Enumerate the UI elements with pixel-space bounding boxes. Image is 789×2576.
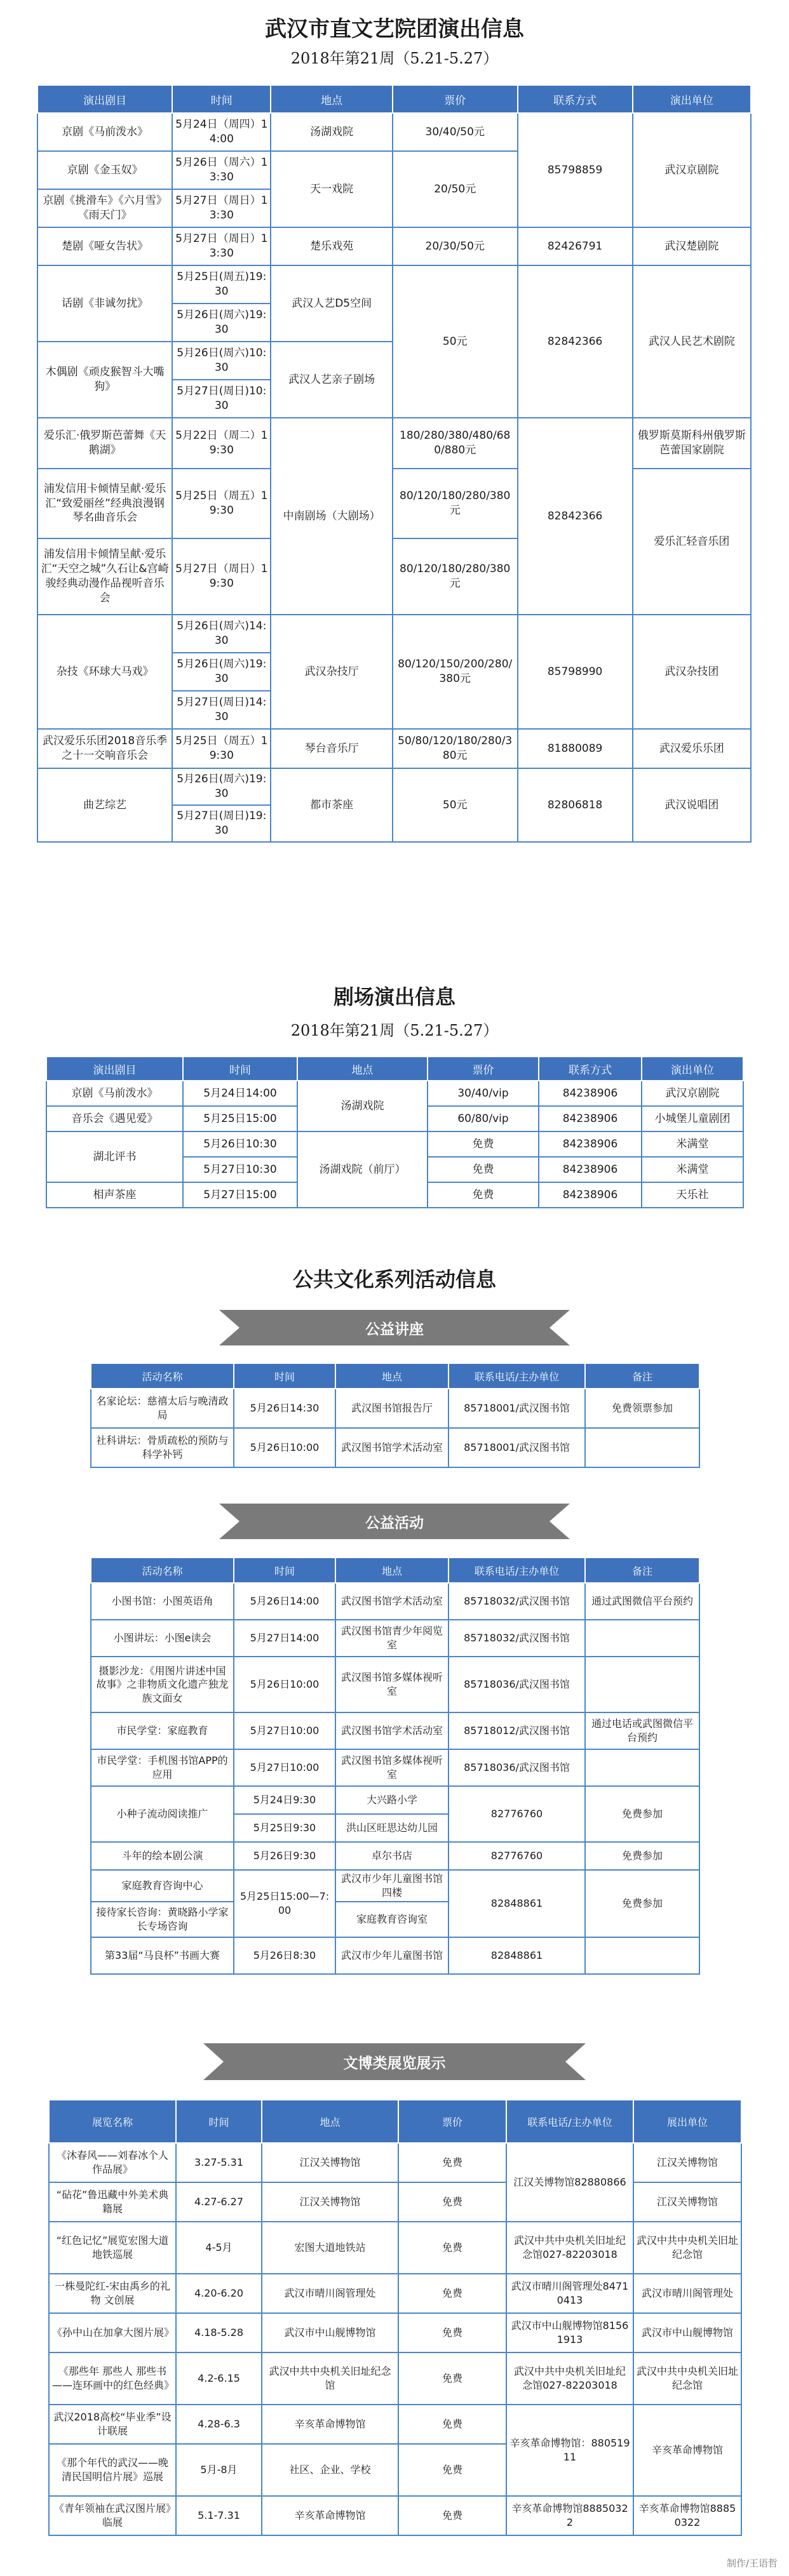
cell-title: 京剧《马前泼水》 (37, 113, 172, 151)
cell-time: 5月26日14:30 (234, 1389, 335, 1428)
cell-time: 5月26日(周六)10:30 (172, 342, 271, 380)
cell-time: 5月24日9:30 (234, 1786, 335, 1814)
cell-contact: 85718001/武汉图书馆 (448, 1428, 585, 1467)
cell-note: 免费参加 (585, 1870, 699, 1937)
credit-text: 制作/王语哲 (726, 2558, 778, 2569)
lecture-table (90, 1363, 700, 1468)
cell-time: 5月26日(周六)19:30 (172, 304, 271, 342)
cell-contact: 82806818 (518, 768, 633, 842)
cell-time: 5月26日10:00 (234, 1428, 335, 1467)
cell-exhibit: “砧花”鲁迅藏中外美术典籍展 (49, 2182, 176, 2222)
cell-host: 江汉关博物馆 (633, 2143, 741, 2182)
col-header: 联系方式 (539, 1057, 642, 1081)
table-row (91, 1712, 699, 1749)
cell-price: 免费 (398, 2313, 506, 2352)
cell-activity: 接待家长咨询：黄晓路小学家长专场咨询 (91, 1902, 234, 1937)
cell-venue: 家庭教育咨询室 (335, 1902, 448, 1937)
section2-subtitle: 2018年第21周（5.21-5.27） (290, 1022, 499, 1039)
table-row (37, 469, 751, 538)
cell-price: 50元 (393, 265, 518, 418)
col-header: 时间 (183, 1057, 297, 1081)
cell-venue: 都市茶座 (271, 768, 392, 842)
col-header: 地点 (271, 85, 392, 113)
cell-troupe: 武汉京剧院 (633, 113, 751, 227)
cell-time: 5月27日(周日)19:30 (172, 805, 271, 842)
cell-contact: 85718036/武汉图书馆 (448, 1657, 585, 1712)
cell-time: 5月26日(周六)14:30 (172, 615, 271, 653)
cell-contact: 辛亥革命博物馆88850322 (506, 2496, 633, 2535)
cell-contact: 82426791 (518, 227, 633, 265)
col-header: 演出剧目 (37, 85, 172, 113)
cell-price: 50/80/120/180/280/380元 (393, 729, 518, 768)
cell-venue: 武汉图书馆多媒体视听室 (335, 1749, 448, 1786)
cell-time: 5月25日(周五)19:30 (172, 265, 271, 304)
cell-contact: 85718036/武汉图书馆 (448, 1749, 585, 1786)
cell-exhibit: 一株曼陀红-宋由禹乡的礼物 文创展 (49, 2274, 176, 2313)
cell-venue: 武汉图书馆报告厅 (335, 1389, 448, 1428)
cell-price: 60/80/vip (428, 1106, 539, 1131)
cell-venue: 武汉图书馆学术活动室 (335, 1428, 448, 1467)
cell-time: 5月27日（周日）13:30 (172, 189, 271, 227)
col-header: 备注 (585, 1363, 699, 1389)
cell-venue: 江汉关博物馆 (262, 2182, 398, 2222)
cell-troupe: 武汉京剧院 (642, 1081, 743, 1106)
cell-contact: 85718032/武汉图书馆 (448, 1583, 585, 1620)
table-row (37, 729, 751, 768)
cell-troupe: 武汉人民艺术剧院 (633, 265, 751, 418)
cell-price: 免费 (398, 2222, 506, 2274)
cell-activity: 社科讲坛：骨质疏松的预防与科学补钙 (91, 1428, 234, 1467)
col-header: 地点 (335, 1558, 448, 1583)
cell-time: 5月26日(周六)19:30 (172, 653, 271, 691)
cell-price: 30/40/50元 (393, 113, 518, 151)
cell-price: 免费 (398, 2444, 506, 2496)
section1-title: 武汉市直文艺院团演出信息 (265, 17, 524, 42)
cell-time: 5月26日10:30 (183, 1131, 297, 1157)
cell-activity: 摄影沙龙：《用图片讲述中国故事》之非物质文化遗产独龙族文面女 (91, 1657, 234, 1712)
cell-time: 4.28-6.3 (176, 2405, 262, 2444)
col-header: 时间 (172, 85, 271, 113)
cell-title: 话剧《非诚勿扰》 (37, 265, 172, 342)
cell-price: 30/40/vip (428, 1081, 539, 1106)
cell-contact: 82842366 (518, 265, 633, 418)
cell-venue: 天一戏院 (271, 151, 392, 227)
cell-time: 5月26日9:30 (234, 1842, 335, 1870)
cell-troupe: 武汉说唱团 (633, 768, 751, 842)
cell-time: 5月25日15:00—7:00 (234, 1870, 335, 1937)
cell-title: 武汉爱乐乐团2018音乐季之十一交响音乐会 (37, 729, 172, 768)
cell-host: 武汉市中山舰博物馆 (633, 2313, 741, 2352)
cell-time: 5月25日（周五）19:30 (172, 729, 271, 768)
table-row (46, 1131, 743, 1157)
cell-title: 京剧《金玉奴》 (37, 151, 172, 189)
table-row (91, 1870, 699, 1902)
cell-contact: 武汉中共中央机关旧址纪念馆027-82203018 (506, 2222, 633, 2274)
cell-price: 免费 (428, 1182, 539, 1208)
cell-exhibit: 武汉2018高校“毕业季”设计联展 (49, 2405, 176, 2444)
cell-price: 免费 (398, 2496, 506, 2535)
cell-venue: 武汉市中山舰博物馆 (262, 2313, 398, 2352)
lecture-banner (219, 1310, 570, 1345)
cell-note (585, 1657, 699, 1712)
cell-exhibit: 《那些年 那些人 那些书——连环画中的红色经典》 (49, 2352, 176, 2405)
col-header: 联系电话/主办单位 (506, 2100, 633, 2143)
table-row (49, 2405, 741, 2444)
cell-price: 180/280/380/480/680/880元 (393, 418, 518, 469)
cell-time: 5月25日15:00 (183, 1106, 297, 1131)
cell-note (585, 1620, 699, 1657)
cell-note (585, 1937, 699, 1974)
table-row (91, 1428, 699, 1467)
cell-note: 免费参加 (585, 1842, 699, 1870)
cell-time: 4-5月 (176, 2222, 262, 2274)
cell-time: 5月-8月 (176, 2444, 262, 2496)
cell-troupe: 武汉杂技团 (633, 615, 751, 729)
cell-title: 湖北评书 (46, 1131, 183, 1182)
cell-contact: 85718001/武汉图书馆 (448, 1389, 585, 1428)
cell-title: 木偶剧《顽皮猴智斗大嘴狗》 (37, 342, 172, 418)
cell-activity: 市民学堂：家庭教育 (91, 1712, 234, 1749)
cell-note: 通过电话或武图微信平台预约 (585, 1712, 699, 1749)
table-row (49, 2182, 741, 2222)
cell-time: 5月27日(周日)14:30 (172, 691, 271, 729)
table-row (49, 2143, 741, 2182)
cell-contact: 85718032/武汉图书馆 (448, 1620, 585, 1657)
cell-time: 5月25日（周五）19:30 (172, 469, 271, 538)
cell-time: 4.27-6.27 (176, 2182, 262, 2222)
cell-contact: 85718012/武汉图书馆 (448, 1712, 585, 1749)
cell-contact: 84238906 (539, 1182, 642, 1208)
table-row (49, 2352, 741, 2405)
cell-contact: 82848861 (448, 1870, 585, 1937)
cell-title: 爱乐汇·俄罗斯芭蕾舞《天鹅湖》 (37, 418, 172, 469)
cell-title: 浦发信用卡倾情呈献·爱乐汇“致爱丽丝”经典浪漫钢琴名曲音乐会 (37, 469, 172, 538)
table-row (37, 265, 751, 304)
cell-host: 武汉中共中央机关旧址纪念馆 (633, 2222, 741, 2274)
cell-venue: 武汉市少年儿童图书馆 (335, 1937, 448, 1974)
cell-venue: 楚乐戏苑 (271, 227, 392, 265)
cell-time: 4.18-5.28 (176, 2313, 262, 2352)
cell-time: 5月27日（周日）19:30 (172, 538, 271, 615)
cell-troupe: 武汉楚剧院 (633, 227, 751, 265)
table-row (37, 418, 751, 469)
cell-venue: 武汉杂技厅 (271, 615, 392, 729)
cell-title: 曲艺综艺 (37, 768, 172, 842)
cell-venue: 武汉中共中央机关旧址纪念馆 (262, 2352, 398, 2405)
cell-time: 5月27日（周日）13:30 (172, 227, 271, 265)
cell-time: 4.2-6.15 (176, 2352, 262, 2405)
col-header: 地点 (335, 1363, 448, 1389)
cell-exhibit: 《青年领袖在武汉图片展》临展 (49, 2496, 176, 2535)
cell-price: 80/120/180/280/380元 (393, 538, 518, 615)
cell-troupe: 米满堂 (642, 1131, 743, 1157)
cell-venue: 社区、企业、学校 (262, 2444, 398, 2496)
cell-time: 5月24日（周四）14:00 (172, 113, 271, 151)
cell-price: 免费 (398, 2405, 506, 2444)
cell-exhibit: 《沐春风——刘春冰个人作品展》 (49, 2143, 176, 2182)
cell-title: 浦发信用卡倾情呈献·爱乐汇“天空之城”久石让&宫崎骏经典动漫作品视听音乐会 (37, 538, 172, 615)
cell-time: 5月26日10:00 (234, 1657, 335, 1712)
cell-venue: 汤湖戏院 (271, 113, 392, 151)
cell-troupe: 俄罗斯莫斯科州俄罗斯芭蕾国家剧院 (633, 418, 751, 469)
cell-price: 免费 (398, 2182, 506, 2222)
cell-time: 5月26日(周六)19:30 (172, 768, 271, 805)
exhibit-banner (203, 2043, 586, 2080)
cell-contact: 武汉市晴川阁管理处84710413 (506, 2274, 633, 2313)
col-header: 展览名称 (49, 2100, 176, 2143)
table-row (91, 1620, 699, 1657)
cell-time: 5月27日10:00 (234, 1749, 335, 1786)
cell-note: 免费领票参加 (585, 1389, 699, 1428)
cell-time: 5月24日14:00 (183, 1081, 297, 1106)
cell-contact: 84238906 (539, 1131, 642, 1157)
col-header: 时间 (234, 1363, 335, 1389)
cell-venue: 汤湖戏院（前厅） (297, 1131, 428, 1208)
section2-title: 剧场演出信息 (333, 985, 455, 1009)
cell-time: 5月22日（周二）19:30 (172, 418, 271, 469)
cell-venue: 武汉图书馆学术活动室 (335, 1583, 448, 1620)
col-header: 地点 (262, 2100, 398, 2143)
cell-price: 20/50元 (393, 151, 518, 227)
banner-label: 公益活动 (365, 1514, 424, 1532)
col-header: 活动名称 (91, 1363, 234, 1389)
exhibit-table (48, 2099, 742, 2536)
table-row (91, 1583, 699, 1620)
cell-time: 5月27日10:30 (183, 1157, 297, 1182)
cell-host: 武汉市晴川阁管理处 (633, 2274, 741, 2313)
cell-contact: 85798990 (518, 615, 633, 729)
cell-contact: 84238906 (539, 1157, 642, 1182)
table-row (91, 1786, 699, 1814)
col-header: 联系方式 (518, 85, 633, 113)
cell-troupe: 天乐社 (642, 1182, 743, 1208)
cell-contact: 82842366 (518, 418, 633, 615)
cell-price: 50元 (393, 768, 518, 842)
cell-activity: 第33届“马良杯”书画大赛 (91, 1937, 234, 1974)
cell-venue: 武汉市少年儿童图书馆四楼 (335, 1870, 448, 1902)
cell-note (585, 1428, 699, 1467)
cell-title: 楚剧《哑女告状》 (37, 227, 172, 265)
table-row (49, 2496, 741, 2535)
cell-exhibit: 《孙中山在加拿大图片展》 (49, 2313, 176, 2352)
cell-troupe: 小城堡儿童剧团 (642, 1106, 743, 1131)
col-header: 地点 (297, 1057, 428, 1081)
cell-price: 免费 (398, 2143, 506, 2182)
col-header: 活动名称 (91, 1558, 234, 1583)
cell-host: 武汉中共中央机关旧址纪念馆 (633, 2352, 741, 2405)
cell-time: 5月27日(周日)10:30 (172, 380, 271, 418)
col-header: 备注 (585, 1558, 699, 1583)
cell-activity: 斗年的绘本剧公演 (91, 1842, 234, 1870)
cell-venue: 武汉图书馆学术活动室 (335, 1712, 448, 1749)
cell-venue: 汤湖戏院 (297, 1081, 428, 1131)
cell-price: 免费 (398, 2274, 506, 2313)
table-row (49, 2313, 741, 2352)
table-row (91, 1749, 699, 1786)
cell-note: 通过武图微信平台预约 (585, 1583, 699, 1620)
cell-time: 5月26日（周六）13:30 (172, 151, 271, 189)
cell-troupe: 武汉爱乐乐团 (633, 729, 751, 768)
cell-time: 5.1-7.31 (176, 2496, 262, 2535)
cell-venue: 武汉人艺D5空间 (271, 265, 392, 342)
cell-contact: 81880089 (518, 729, 633, 768)
cell-venue: 辛亥革命博物馆 (262, 2496, 398, 2535)
cell-contact: 武汉市中山舰博物馆81561913 (506, 2313, 633, 2352)
cell-time: 5月26日8:30 (234, 1937, 335, 1974)
table-row (49, 2222, 741, 2274)
cell-activity: 名家论坛：慈禧太后与晚清政局 (91, 1389, 234, 1428)
col-header: 联系电话/主办单位 (448, 1363, 585, 1389)
cell-contact: 辛亥革命博物馆：88051911 (506, 2405, 633, 2496)
table-row (91, 1389, 699, 1428)
table-row (91, 1657, 699, 1712)
cell-time: 4.20-6.20 (176, 2274, 262, 2313)
col-header: 时间 (176, 2100, 262, 2143)
col-header: 票价 (398, 2100, 506, 2143)
activity-banner (219, 1504, 570, 1539)
cell-price: 20/30/50元 (393, 227, 518, 265)
cell-venue: 江汉关博物馆 (262, 2143, 398, 2182)
cell-price: 80/120/180/280/380元 (393, 469, 518, 538)
col-header: 时间 (234, 1558, 335, 1583)
cell-price: 免费 (428, 1157, 539, 1182)
cell-title: 京剧《马前泼水》 (46, 1081, 183, 1106)
cell-contact: 84238906 (539, 1106, 642, 1131)
cell-venue: 武汉图书馆青少年阅览室 (335, 1620, 448, 1657)
table-row (37, 227, 751, 265)
banner-label: 文博类展览展示 (343, 2055, 446, 2072)
col-header: 演出剧目 (46, 1057, 183, 1081)
table-row (37, 615, 751, 653)
cell-troupe: 爱乐汇轻音乐团 (633, 469, 751, 615)
cell-contact: 武汉中共中央机关旧址纪念馆027-82203018 (506, 2352, 633, 2405)
cell-time: 3.27-5.31 (176, 2143, 262, 2182)
cell-activity: 市民学堂：手机图书馆APP的应用 (91, 1749, 234, 1786)
cell-price: 免费 (398, 2352, 506, 2405)
cell-host: 辛亥革命博物馆88850322 (633, 2496, 741, 2535)
cell-venue: 卓尔书店 (335, 1842, 448, 1870)
col-header: 票价 (428, 1057, 539, 1081)
table-row (91, 1842, 699, 1870)
cell-troupe: 米满堂 (642, 1157, 743, 1182)
banner-label: 公益讲座 (365, 1321, 424, 1338)
cell-title: 杂技《环球大马戏》 (37, 615, 172, 729)
cell-contact: 82776760 (448, 1842, 585, 1870)
col-header: 演出单位 (633, 85, 751, 113)
cell-title: 相声茶座 (46, 1182, 183, 1208)
cell-host: 江汉关博物馆 (633, 2182, 741, 2222)
cell-host: 辛亥革命博物馆 (633, 2405, 741, 2496)
cell-time: 5月27日14:00 (234, 1620, 335, 1657)
cell-contact: 84238906 (539, 1081, 642, 1106)
cell-activity: 家庭教育咨询中心 (91, 1870, 234, 1902)
cell-price: 80/120/150/200/280/380元 (393, 615, 518, 729)
activity-table (90, 1557, 700, 1975)
table-row (37, 768, 751, 805)
cell-title: 京剧《挑滑车》《六月雪》《雨天门》 (37, 189, 172, 227)
cell-price: 免费 (428, 1131, 539, 1157)
cell-time: 5月27日15:00 (183, 1182, 297, 1208)
cell-venue: 武汉市晴川阁管理处 (262, 2274, 398, 2313)
cell-time: 5月26日14:00 (234, 1583, 335, 1620)
section3-title: 公共文化系列活动信息 (292, 1267, 496, 1291)
cell-contact: 85798859 (518, 113, 633, 227)
cell-venue: 辛亥革命博物馆 (262, 2405, 398, 2444)
col-header: 演出单位 (642, 1057, 743, 1081)
section2-table (46, 1056, 744, 1208)
cell-time: 5月27日10:00 (234, 1712, 335, 1749)
col-header: 票价 (393, 85, 518, 113)
section1-subtitle: 2018年第21周（5.21-5.27） (290, 50, 499, 67)
cell-venue: 中南剧场（大剧场） (271, 418, 392, 615)
table-row (46, 1081, 743, 1106)
cell-venue: 武汉图书馆多媒体视听室 (335, 1657, 448, 1712)
section1-table (37, 84, 752, 843)
cell-exhibit: “红色记忆”展览宏图大道地铁巡展 (49, 2222, 176, 2274)
cell-title: 音乐会《遇见爱》 (46, 1106, 183, 1131)
cell-venue: 武汉人艺亲子剧场 (271, 342, 392, 418)
cell-time: 5月25日9:30 (234, 1814, 335, 1842)
cell-contact: 江汉关博物馆82880866 (506, 2143, 633, 2222)
cell-contact: 82776760 (448, 1786, 585, 1842)
cell-venue: 洪山区旺思达幼儿园 (335, 1814, 448, 1842)
col-header: 联系电话/主办单位 (448, 1558, 585, 1583)
table-row (37, 113, 751, 151)
cell-activity: 小种子流动阅读推广 (91, 1786, 234, 1842)
cell-note (585, 1749, 699, 1786)
col-header: 展出单位 (633, 2100, 741, 2143)
table-row (49, 2274, 741, 2313)
cell-contact: 82848861 (448, 1937, 585, 1974)
cell-venue: 宏图大道地铁站 (262, 2222, 398, 2274)
cell-activity: 小图书馆：小图英语角 (91, 1583, 234, 1620)
cell-activity: 小图讲坛：小图e读会 (91, 1620, 234, 1657)
cell-exhibit: 《那个年代的武汉——晚清民国明信片展》巡展 (49, 2444, 176, 2496)
cell-venue: 琴台音乐厅 (271, 729, 392, 768)
table-row (91, 1937, 699, 1974)
cell-venue: 大兴路小学 (335, 1786, 448, 1814)
cell-note: 免费参加 (585, 1786, 699, 1842)
